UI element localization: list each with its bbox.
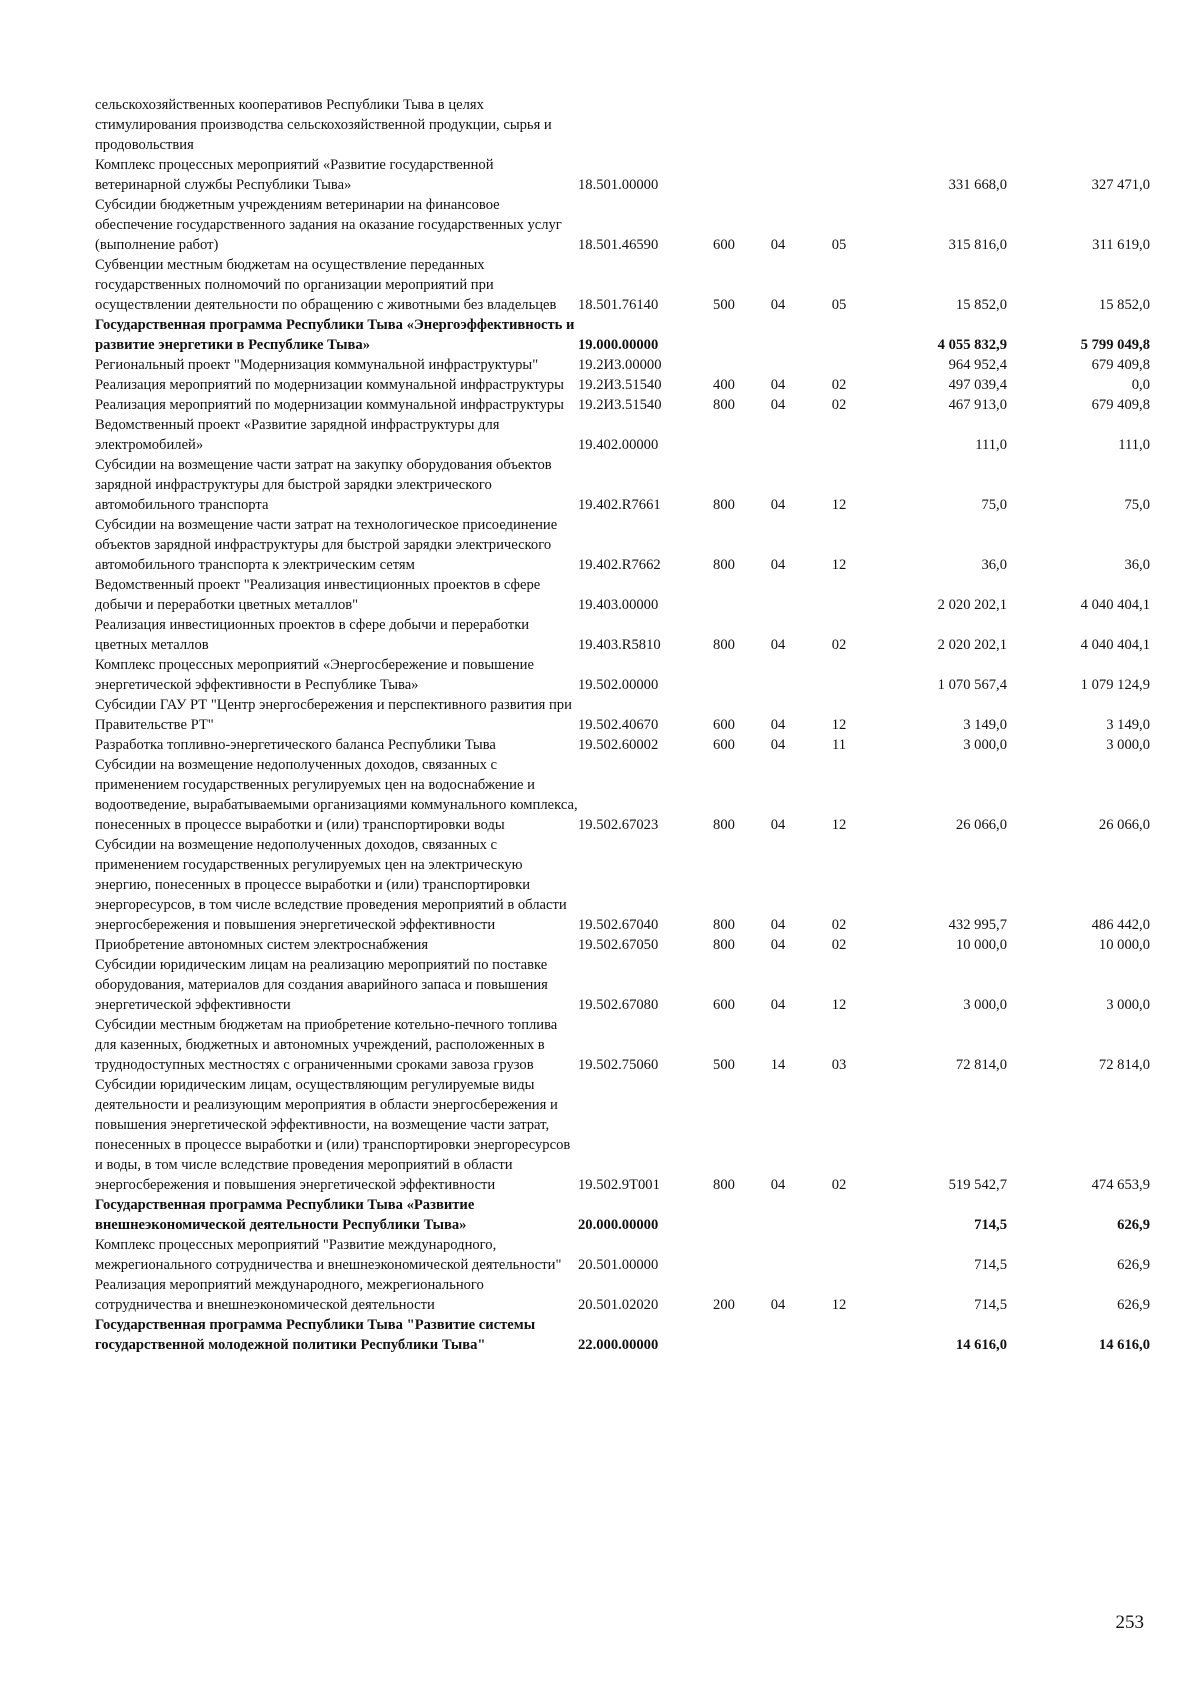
table-row: [95, 255, 1150, 315]
section-cell: 04: [770, 937, 786, 953]
amount-year1-cell: 714,5: [974, 1257, 1007, 1273]
amount-year1-cell: 3 000,0: [963, 997, 1007, 1013]
amount-year1-cell: [872, 95, 1007, 155]
section-cell: [750, 1235, 806, 1275]
budget-code-cell: 19.502.00000: [578, 677, 659, 693]
budget-code-cell: 19.502.40670: [578, 717, 659, 733]
subsection-cell: [806, 1315, 872, 1355]
expense-type-cell: [698, 1235, 750, 1275]
amount-year1-cell: 111,0: [975, 437, 1007, 453]
amount-year1-cell: 467 913,0: [948, 397, 1007, 413]
expense-type-cell: 400: [713, 377, 735, 393]
expense-type-cell: [698, 155, 750, 195]
budget-code-cell: 19.502.67040: [578, 917, 659, 933]
row-name-cell: Субсидии на возмещение недополученных доходов, связанных с применением государственных регулируемых цен на водоснабжение и водоотведение, вырабатываемыми организациями коммунального комплекса, понесенных в процессе выработки и (или) транспортировки воды: [95, 757, 578, 833]
amount-year2-cell: 626,9: [1117, 1297, 1150, 1313]
table-row: [95, 575, 1150, 615]
expense-type-cell: [698, 95, 750, 155]
section-cell: 04: [770, 1297, 786, 1313]
budget-code-cell: 18.501.00000: [578, 177, 659, 193]
amount-year2-cell: 626,9: [1117, 1257, 1150, 1273]
expense-type-cell: 800: [713, 817, 735, 833]
subsection-cell: 03: [831, 1057, 847, 1073]
section-cell: [750, 575, 806, 615]
subsection-cell: 12: [831, 497, 847, 513]
budget-code-cell: 19.502.9Т001: [578, 1177, 660, 1193]
row-name-cell: Государственная программа Республики Тыва «Развитие внешнеэкономической деятельности Республики Тыва»: [95, 1197, 475, 1233]
amount-year1-cell: 714,5: [974, 1297, 1007, 1313]
table-row: [95, 1275, 1150, 1315]
amount-year1-cell: 3 000,0: [963, 737, 1007, 753]
subsection-cell: [806, 1195, 872, 1235]
amount-year1-cell: 72 814,0: [955, 1057, 1007, 1073]
budget-code-cell: 20.000.00000: [578, 1217, 659, 1233]
section-cell: [750, 1195, 806, 1235]
section-cell: 04: [770, 997, 786, 1013]
expense-type-cell: 800: [713, 397, 735, 413]
amount-year1-cell: 714,5: [974, 1217, 1007, 1233]
subsection-cell: 02: [831, 377, 847, 393]
section-cell: [750, 655, 806, 695]
amount-year2-cell: 26 066,0: [1098, 817, 1150, 833]
table-row: [95, 835, 1150, 935]
amount-year1-cell: 75,0: [981, 497, 1007, 513]
amount-year2-cell: 0,0: [1131, 377, 1150, 393]
table-row: [95, 95, 1150, 155]
amount-year2-cell: 75,0: [1124, 497, 1150, 513]
row-name-cell: Субсидии на возмещение части затрат на закупку оборудования объектов зарядной инфраструктуры для быстрой зарядки электрического автомобильного транспорта: [95, 457, 552, 513]
expense-type-cell: [698, 655, 750, 695]
amount-year1-cell: 2 020 202,1: [937, 597, 1007, 613]
row-name-cell: Региональный проект "Модернизация коммунальной инфраструктуры": [95, 357, 539, 373]
budget-code-cell: 18.501.76140: [578, 297, 659, 313]
budget-code-cell: 22.000.00000: [578, 1337, 659, 1353]
row-name-cell: Приобретение автономных систем электроснабжения: [95, 937, 429, 953]
table-row: [95, 375, 1150, 395]
row-name-cell: Комплекс процессных мероприятий «Энергосбережение и повышение энергетической эффективности в Республике Тыва»: [95, 657, 534, 693]
expense-type-cell: 500: [713, 297, 735, 313]
amount-year1-cell: 36,0: [981, 557, 1007, 573]
table-row: [95, 695, 1150, 735]
expense-type-cell: 800: [713, 937, 735, 953]
amount-year2-cell: 36,0: [1124, 557, 1150, 573]
section-cell: [750, 1315, 806, 1355]
expense-type-cell: 600: [713, 997, 735, 1013]
amount-year2-cell: 486 442,0: [1091, 917, 1150, 933]
row-name-cell: Реализация мероприятий по модернизации коммунальной инфраструктуры: [95, 397, 564, 413]
section-cell: 04: [770, 497, 786, 513]
subsection-cell: 05: [831, 297, 847, 313]
section-cell: [750, 95, 806, 155]
budget-code-cell: 19.403.00000: [578, 597, 659, 613]
subsection-cell: [806, 415, 872, 455]
subsection-cell: 02: [831, 937, 847, 953]
table-row: [95, 735, 1150, 755]
expense-type-cell: 600: [713, 717, 735, 733]
table-row: [95, 1075, 1150, 1195]
row-name-cell: Субсидии юридическим лицам на реализацию мероприятий по поставке оборудования, материалов для создания аварийного запаса и повышения энергетической эффективности: [95, 957, 548, 1013]
expense-type-cell: [698, 355, 750, 375]
subsection-cell: [806, 315, 872, 355]
row-name-cell: Субсидии на возмещение части затрат на технологическое присоединение объектов зарядной инфраструктуры для быстрой зарядки электрического автомобильного транспорта к электрическим сетям: [95, 517, 558, 573]
section-cell: 04: [770, 817, 786, 833]
amount-year2-cell: 679 409,8: [1091, 357, 1150, 373]
amount-year2-cell: 327 471,0: [1091, 177, 1150, 193]
subsection-cell: 02: [831, 917, 847, 933]
budget-code-cell: 19.403.R5810: [578, 637, 661, 653]
row-name-cell: Субсидии юридическим лицам, осуществляющим регулируемые виды деятельности и реализующим мероприятия в области энергосбережения и повышения энергетической эффективности, на возмещение части затрат, понесенных в процессе выработки и (или) транспортировки энергоресурсов и воды, в том числе вследствие проведения мероприятий в области энергосбережения и повышения энергетической эффективности: [95, 1077, 571, 1193]
amount-year2-cell: 4 040 404,1: [1080, 597, 1150, 613]
amount-year2-cell: 3 149,0: [1106, 717, 1150, 733]
budget-code-cell: 19.502.67023: [578, 817, 659, 833]
budget-code-cell: [578, 95, 698, 155]
amount-year2-cell: 15 852,0: [1098, 297, 1150, 313]
row-name-cell: Комплекс процессных мероприятий "Развитие международного, межрегионального сотрудничества и внешнеэкономической деятельности": [95, 1237, 562, 1273]
subsection-cell: [806, 575, 872, 615]
expense-type-cell: 500: [713, 1057, 735, 1073]
expense-type-cell: 600: [713, 237, 735, 253]
table-row: [95, 1235, 1150, 1275]
budget-table: [95, 95, 1150, 1355]
table-row: [95, 455, 1150, 515]
row-name-cell: Государственная программа Республики Тыва "Развитие системы государственной молодежной политики Республики Тыва": [95, 1317, 536, 1353]
table-row: [95, 395, 1150, 415]
section-cell: 04: [770, 737, 786, 753]
budget-code-cell: 19.2И3.00000: [578, 357, 662, 373]
amount-year2-cell: 10 000,0: [1098, 937, 1150, 953]
amount-year1-cell: 15 852,0: [955, 297, 1007, 313]
table-row: [95, 935, 1150, 955]
table-row: [95, 755, 1150, 835]
amount-year2-cell: 14 616,0: [1098, 1337, 1150, 1353]
expense-type-cell: 800: [713, 557, 735, 573]
table-row: [95, 1195, 1150, 1235]
subsection-cell: 11: [831, 737, 847, 753]
expense-type-cell: [698, 415, 750, 455]
amount-year1-cell: 315 816,0: [948, 237, 1007, 253]
section-cell: 04: [770, 297, 786, 313]
section-cell: 04: [770, 1177, 786, 1193]
amount-year2-cell: 679 409,8: [1091, 397, 1150, 413]
row-name-cell: Субвенции местным бюджетам на осуществление переданных государственных полномочий по организации мероприятий при осуществлении деятельности по обращению с животными без владельцев: [95, 257, 557, 313]
subsection-cell: 12: [831, 817, 847, 833]
table-row: [95, 155, 1150, 195]
table-row: [95, 615, 1150, 655]
expense-type-cell: 800: [713, 637, 735, 653]
expense-type-cell: [698, 575, 750, 615]
table-row: [95, 515, 1150, 575]
table-row: [95, 1315, 1150, 1355]
subsection-cell: 02: [831, 1177, 847, 1193]
amount-year1-cell: 3 149,0: [963, 717, 1007, 733]
amount-year1-cell: 519 542,7: [948, 1177, 1007, 1193]
section-cell: [750, 415, 806, 455]
table-row: [95, 1015, 1150, 1075]
expense-type-cell: [698, 1195, 750, 1235]
subsection-cell: 02: [831, 637, 847, 653]
table-row: [95, 655, 1150, 695]
table-row: [95, 955, 1150, 1015]
section-cell: [750, 315, 806, 355]
amount-year1-cell: 432 995,7: [948, 917, 1007, 933]
amount-year2-cell: 4 040 404,1: [1080, 637, 1150, 653]
budget-table-body: [95, 95, 1150, 1355]
section-cell: 04: [770, 557, 786, 573]
budget-code-cell: 19.2И3.51540: [578, 377, 662, 393]
row-name-cell: Комплекс процессных мероприятий «Развитие государственной ветеринарной службы Республики Тыва»: [95, 157, 494, 193]
page-number: 253: [1115, 1612, 1144, 1633]
section-cell: 04: [770, 917, 786, 933]
row-name-cell: Государственная программа Республики Тыва «Энергоэффективность и развитие энергетики в Республике Тыва»: [95, 317, 575, 353]
expense-type-cell: 600: [713, 737, 735, 753]
table-row: [95, 315, 1150, 355]
budget-code-cell: 19.502.67050: [578, 937, 659, 953]
row-name-cell: Реализация мероприятий международного, межрегионального сотрудничества и внешнеэкономической деятельности: [95, 1277, 484, 1313]
row-name-cell: Субсидии ГАУ РТ "Центр энергосбережения и перспективного развития при Правительстве РТ": [95, 697, 572, 733]
expense-type-cell: 800: [713, 917, 735, 933]
section-cell: 04: [770, 397, 786, 413]
section-cell: 04: [770, 637, 786, 653]
section-cell: [750, 155, 806, 195]
budget-code-cell: 19.502.75060: [578, 1057, 659, 1073]
row-name-cell: Разработка топливно-энергетического баланса Республики Тыва: [95, 737, 496, 753]
amount-year1-cell: 14 616,0: [955, 1337, 1007, 1353]
table-row: [95, 195, 1150, 255]
subsection-cell: [806, 1235, 872, 1275]
subsection-cell: 12: [831, 997, 847, 1013]
amount-year1-cell: 10 000,0: [955, 937, 1007, 953]
expense-type-cell: 800: [713, 1177, 735, 1193]
budget-code-cell: 19.502.60002: [578, 737, 659, 753]
row-name-cell: сельскохозяйственных кооперативов Республики Тыва в целях стимулирования производства сельскохозяйственной продукции, сырья и продовольствия: [95, 97, 552, 153]
section-cell: 14: [770, 1057, 786, 1073]
amount-year2-cell: 72 814,0: [1098, 1057, 1150, 1073]
subsection-cell: [806, 655, 872, 695]
section-cell: [750, 355, 806, 375]
row-name-cell: Ведомственный проект "Реализация инвестиционных проектов в сфере добычи и переработки цветных металлов": [95, 577, 541, 613]
subsection-cell: 12: [831, 1297, 847, 1313]
expense-type-cell: [698, 315, 750, 355]
amount-year1-cell: 331 668,0: [948, 177, 1007, 193]
amount-year2-cell: 3 000,0: [1106, 737, 1150, 753]
expense-type-cell: 800: [713, 497, 735, 513]
section-cell: 04: [770, 377, 786, 393]
amount-year1-cell: 497 039,4: [948, 377, 1007, 393]
amount-year2-cell: 3 000,0: [1106, 997, 1150, 1013]
amount-year1-cell: 2 020 202,1: [937, 637, 1007, 653]
budget-code-cell: 20.501.02020: [578, 1297, 659, 1313]
row-name-cell: Субсидии местным бюджетам на приобретение котельно-печного топлива для казенных, бюджетных и автономных учреждений, расположенных в труднодоступных местностях с ограниченными сроками завоза грузов: [95, 1017, 558, 1073]
amount-year2-cell: 1 079 124,9: [1080, 677, 1150, 693]
budget-code-cell: 19.402.R7662: [578, 557, 661, 573]
amount-year2-cell: 5 799 049,8: [1080, 337, 1150, 353]
budget-code-cell: 19.402.R7661: [578, 497, 661, 513]
row-name-cell: Субсидии на возмещение недополученных доходов, связанных с применением государственных регулируемых цен на электрическую энергию, понесенных в процессе выработки и (или) транспортировки энергоресурсов, в том числе вследствие проведения мероприятий в области энергосбережения и повышения энергетической эффективности: [95, 837, 567, 933]
section-cell: 04: [770, 237, 786, 253]
subsection-cell: 05: [831, 237, 847, 253]
amount-year1-cell: 1 070 567,4: [937, 677, 1007, 693]
subsection-cell: 12: [831, 717, 847, 733]
table-row: [95, 355, 1150, 375]
subsection-cell: 12: [831, 557, 847, 573]
budget-code-cell: 18.501.46590: [578, 237, 659, 253]
section-cell: 04: [770, 717, 786, 733]
budget-code-cell: 19.402.00000: [578, 437, 659, 453]
row-name-cell: Реализация инвестиционных проектов в сфере добычи и переработки цветных металлов: [95, 617, 530, 653]
budget-code-cell: 19.2И3.51540: [578, 397, 662, 413]
amount-year2-cell: [1007, 95, 1150, 155]
subsection-cell: [806, 95, 872, 155]
budget-code-cell: 19.000.00000: [578, 337, 659, 353]
amount-year2-cell: 474 653,9: [1091, 1177, 1150, 1193]
budget-code-cell: 20.501.00000: [578, 1257, 659, 1273]
amount-year2-cell: 311 619,0: [1092, 237, 1150, 253]
expense-type-cell: [698, 1315, 750, 1355]
table-row: [95, 415, 1150, 455]
subsection-cell: [806, 355, 872, 375]
subsection-cell: [806, 155, 872, 195]
amount-year1-cell: 964 952,4: [948, 357, 1007, 373]
subsection-cell: 02: [831, 397, 847, 413]
amount-year1-cell: 4 055 832,9: [937, 337, 1007, 353]
budget-code-cell: 19.502.67080: [578, 997, 659, 1013]
amount-year1-cell: 26 066,0: [955, 817, 1007, 833]
row-name-cell: Ведомственный проект «Развитие зарядной инфраструктуры для электромобилей»: [95, 417, 500, 453]
row-name-cell: Субсидии бюджетным учреждениям ветеринарии на финансовое обеспечение государственного задания на оказание государственных услуг (выполнение работ): [95, 197, 562, 253]
expense-type-cell: 200: [713, 1297, 735, 1313]
row-name-cell: Реализация мероприятий по модернизации коммунальной инфраструктуры: [95, 377, 564, 393]
amount-year2-cell: 111,0: [1118, 437, 1150, 453]
amount-year2-cell: 626,9: [1117, 1217, 1150, 1233]
